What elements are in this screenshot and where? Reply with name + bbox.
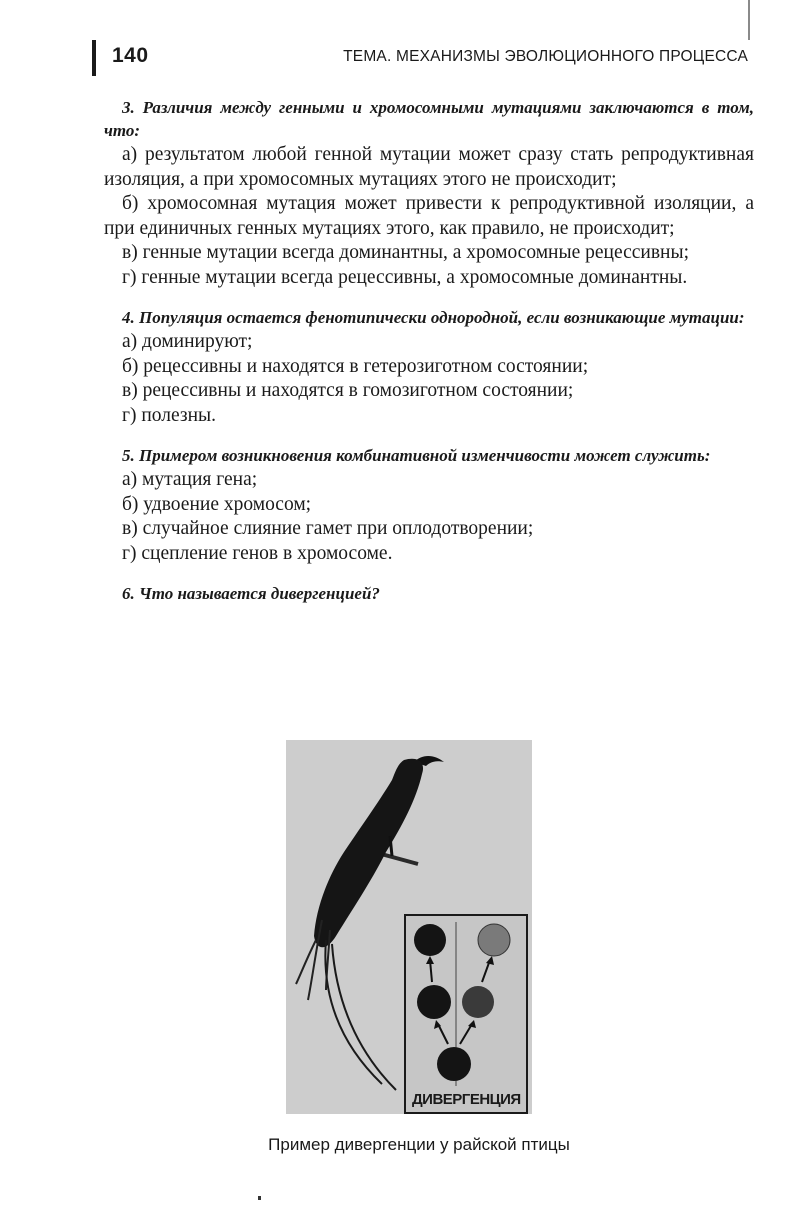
arrow [460,1024,472,1044]
figure-caption: Пример дивергенции у райской птицы [268,1135,570,1154]
page-number: 140 [112,44,149,67]
divergence-label: ДИВЕРГЕНЦИЯ [412,1091,521,1108]
question-prompt: 4. Популяция остается фенотипически однородной, если возникающие мутации: [122,308,745,327]
answer-option: б) удвоение хромосом; [122,493,312,515]
answer-option: б) хромосомная мутация может привести к репродуктивной изоляции, а при единичных генных мутациях этого, как правило, не происходит; [104,193,754,239]
answer-option: г) сцепление генов в хромосоме. [122,542,393,564]
scan-speck [258,1196,261,1200]
header-rule [92,40,96,76]
divergence-diagram [404,914,528,1114]
answer-option: в) рецессивны и находятся в гомозиготном состоянии; [122,380,574,401]
ancestral-species [437,1047,471,1081]
question-prompt: 3. Различия между генными и хромосомными мутациями заключаются в том, что: [104,98,754,140]
answer-option: в) случайное слияние гамет при оплодотворении; [122,518,534,539]
answer-option: б) рецессивны и находятся в гетерозиготном состоянии; [122,355,589,377]
scan-edge-mark [748,0,750,40]
bird-of-paradise-photo [286,740,532,1114]
descendant-species-a [414,924,446,956]
arrowhead [426,956,434,964]
question-prompt: 5. Примером возникновения комбинативной изменчивости может служить: [122,446,711,465]
running-head: ТЕМА. МЕХАНИЗМЫ ЭВОЛЮЦИОННОГО ПРОЦЕССА [343,48,748,65]
question-3 [104,96,754,290]
answer-option: а) доминируют; [122,331,253,352]
arrowhead [486,956,494,965]
bird-tail-wires [325,940,396,1090]
question-prompt: 6. Что называется дивергенцией? [122,584,380,603]
arrow [438,1024,448,1044]
question-6 [104,582,754,605]
intermediate-form-a [417,985,451,1019]
question-4 [104,306,754,428]
answer-option: а) результатом любой генной мутации может сразу стать репродуктивная изоляция, а при хромосомных мутациях этого не происходит; [104,144,754,190]
divergence-tree [406,916,526,1112]
bird-leg [390,836,392,856]
answer-option: г) генные мутации всегда рецессивны, а хромосомные доминантны. [122,266,688,288]
questions-block [104,96,754,606]
question-5 [104,444,754,566]
answer-option: г) полезны. [122,404,217,426]
answer-option: в) генные мутации всегда доминантны, а хромосомные рецессивны; [122,242,690,263]
answer-option: а) мутация гена; [122,469,258,490]
descendant-species-b [478,924,510,956]
intermediate-form-b [462,986,494,1018]
